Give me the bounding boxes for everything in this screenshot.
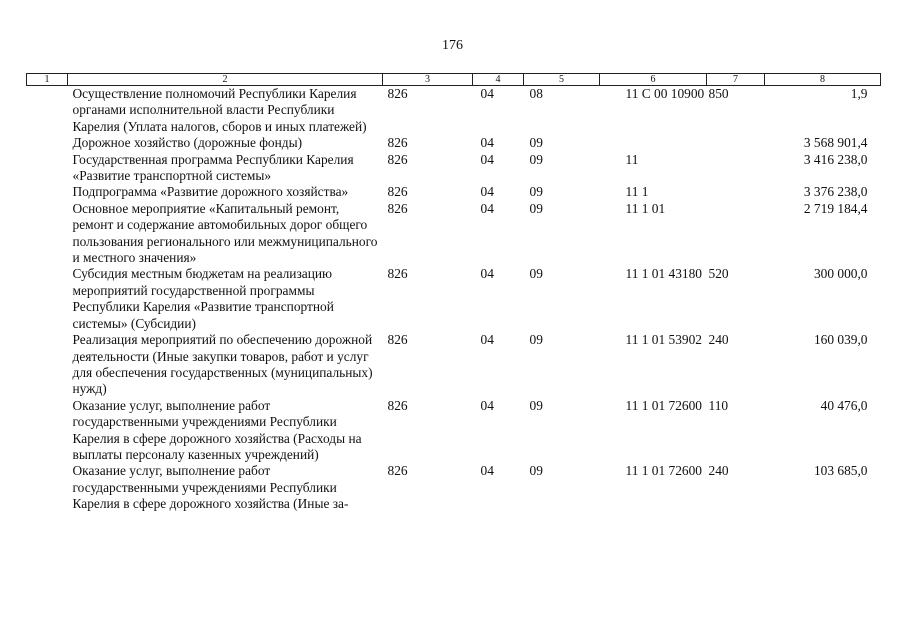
row-amount: 3 568 901,4 xyxy=(803,135,868,151)
row-col3: 826 xyxy=(387,151,408,167)
row-index-cell xyxy=(27,332,68,398)
row-col6: 11 1 xyxy=(625,184,649,200)
row-col4: 04 xyxy=(480,200,494,216)
header-col-4: 4 xyxy=(473,74,524,86)
table-row xyxy=(27,332,881,398)
row-col7 xyxy=(707,152,765,185)
row-col4: 04 xyxy=(480,463,494,479)
table-row xyxy=(27,86,881,136)
row-amount: 300 000,0 xyxy=(813,266,868,282)
row-index-cell xyxy=(27,463,68,512)
budget-table xyxy=(26,73,881,513)
table-row xyxy=(27,463,881,512)
row-col6: 11 С 00 10900 xyxy=(625,86,705,101)
header-col-3: 3 xyxy=(383,74,473,86)
row-col3: 826 xyxy=(387,463,408,479)
row-col5: 09 xyxy=(529,463,543,479)
row-index-cell xyxy=(27,152,68,185)
row-col6: 11 1 01 72600 xyxy=(625,397,702,413)
header-row xyxy=(27,74,881,86)
row-name: Реализация мероприятий по обеспечению дорожной деятельности (Иные закупки товаров, работ и услуг для обеспечения государственных (муниципальных) нужд) xyxy=(72,332,373,397)
row-col3: 826 xyxy=(387,184,408,200)
header-col-6: 6 xyxy=(600,74,707,86)
row-name: Основное мероприятие «Капитальный ремонт, ремонт и содержание автомобильных дорог общего пользования регионального или межмуниципального и местного значения» xyxy=(72,200,378,266)
row-amount: 2 719 184,4 xyxy=(803,200,868,216)
header-col-5: 5 xyxy=(524,74,600,86)
row-name: Осуществление полномочий Республики Карелия органами исполнительной власти Республики Карелия (Уплата налогов, сборов и иных платежей) xyxy=(72,86,367,134)
row-col7 xyxy=(707,201,765,267)
row-index-cell xyxy=(27,398,68,464)
row-col5: 09 xyxy=(529,135,543,151)
row-index-cell xyxy=(27,86,68,136)
row-col6: 11 1 01 53902 xyxy=(625,332,702,348)
row-index-cell xyxy=(27,266,68,332)
row-col4: 04 xyxy=(480,184,494,200)
row-col5: 08 xyxy=(529,86,543,101)
table-row xyxy=(27,266,881,332)
table-header xyxy=(27,74,881,86)
header-col-2: 2 xyxy=(68,74,383,86)
table-row xyxy=(27,135,881,151)
row-col7: 520 xyxy=(708,266,729,282)
row-col3: 826 xyxy=(387,266,408,282)
row-col7 xyxy=(707,184,765,200)
row-col6: 11 1 01 43180 xyxy=(625,266,702,282)
row-col4: 04 xyxy=(480,332,494,348)
row-col7: 110 xyxy=(708,397,729,413)
row-amount: 40 476,0 xyxy=(820,397,868,413)
page-number: 176 xyxy=(442,38,463,53)
row-col4: 04 xyxy=(480,135,494,151)
row-col3: 826 xyxy=(387,397,408,413)
row-col6 xyxy=(600,135,707,151)
row-index-cell xyxy=(27,184,68,200)
row-col4: 04 xyxy=(480,397,494,413)
row-amount: 1,9 xyxy=(850,86,868,101)
row-amount: 103 685,0 xyxy=(813,463,868,479)
row-col5: 09 xyxy=(529,184,543,200)
row-col5: 09 xyxy=(529,397,543,413)
row-name: Оказание услуг, выполнение работ государственными учреждениями Республики Карелия в сфере дорожного хозяйства (Иные за- xyxy=(72,463,349,512)
row-amount: 160 039,0 xyxy=(813,332,868,348)
row-col3: 826 xyxy=(387,86,408,101)
header-col-8: 8 xyxy=(765,74,881,86)
row-col3: 826 xyxy=(387,332,408,348)
row-col7 xyxy=(707,135,765,151)
row-amount: 3 376 238,0 xyxy=(803,184,868,200)
table-row xyxy=(27,152,881,185)
row-col4: 04 xyxy=(480,151,494,167)
table-row xyxy=(27,184,881,200)
row-name: Подпрограмма «Развитие дорожного хозяйства» xyxy=(72,184,349,200)
row-name: Субсидия местным бюджетам на реализацию мероприятий государственной программы Республики Карелия «Развитие транспортной системы» (Субсидии) xyxy=(72,266,334,331)
row-col5: 09 xyxy=(529,266,543,282)
row-index-cell xyxy=(27,135,68,151)
row-col5: 09 xyxy=(529,200,543,216)
row-col7: 240 xyxy=(708,332,729,348)
row-col6: 11 1 01 xyxy=(625,200,666,216)
header-col-7: 7 xyxy=(707,74,765,86)
table-body xyxy=(27,86,881,513)
row-index-cell xyxy=(27,201,68,267)
row-col4: 04 xyxy=(480,86,494,101)
row-name: Дорожное хозяйство (дорожные фонды) xyxy=(72,135,303,151)
row-name: Оказание услуг, выполнение работ государственными учреждениями Республики Карелия в сфере дорожного хозяйства (Расходы на выплаты персоналу казенных учреждений) xyxy=(72,397,362,462)
row-col7: 850 xyxy=(708,86,729,101)
table-row xyxy=(27,201,881,267)
table-row xyxy=(27,398,881,464)
row-col6: 11 xyxy=(625,151,639,167)
row-col6: 11 1 01 72600 xyxy=(625,463,702,479)
row-col7: 240 xyxy=(708,463,729,479)
row-col4: 04 xyxy=(480,266,494,282)
row-amount: 3 416 238,0 xyxy=(803,151,868,167)
row-col3: 826 xyxy=(387,200,408,216)
row-col5: 09 xyxy=(529,332,543,348)
header-col-1: 1 xyxy=(27,74,68,86)
row-col3: 826 xyxy=(387,135,408,151)
row-col5: 09 xyxy=(529,151,543,167)
row-name: Государственная программа Республики Карелия «Развитие транспортной системы» xyxy=(72,151,354,184)
